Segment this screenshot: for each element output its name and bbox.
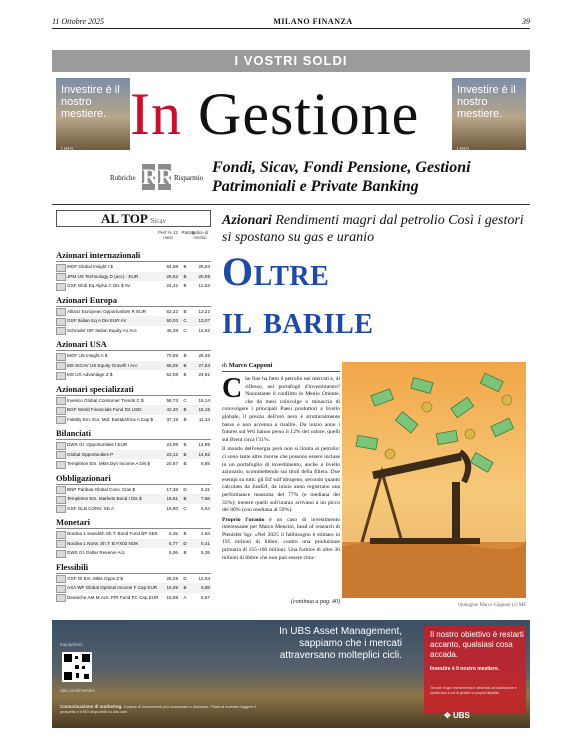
fund-risk-index: 12,22 <box>198 308 210 314</box>
fund-rating: D <box>183 540 187 546</box>
fund-risk-index: 27,63 <box>198 362 210 368</box>
altop-heading: AL TOP <box>101 211 148 226</box>
fund-rating: B <box>183 585 187 590</box>
table-row <box>56 459 211 469</box>
fund-rating: B <box>183 362 187 368</box>
fund-thumbnail-icon <box>56 496 66 504</box>
fund-rating: B <box>183 451 187 457</box>
category-rows <box>56 529 211 558</box>
logo-word-left: Rubriche <box>110 174 136 182</box>
fund-name: BNP Paribas Global Conv. Clas $ <box>67 486 136 492</box>
category-heading: Bilanciati <box>56 427 211 440</box>
fund-risk-index: 12,62 <box>198 283 210 288</box>
fund-risk-index: 5,35 <box>201 550 210 555</box>
fund-name: MGF Global Insight I $ <box>67 264 113 269</box>
fund-risk-index: 7,66 <box>201 496 210 501</box>
table-column-headers <box>56 228 211 242</box>
ad-red-box <box>424 626 526 714</box>
fund-rating: B <box>183 283 187 288</box>
fund-rating: D <box>183 575 187 581</box>
fund-name: Global Opportunities P <box>67 451 114 457</box>
fund-thumbnail-icon <box>56 550 66 558</box>
fund-thumbnail-icon <box>56 327 66 335</box>
fund-performance: 42,20 <box>166 407 178 412</box>
ubs-advertisement <box>52 620 530 728</box>
promo-tag: UBS <box>457 147 470 153</box>
category-heading: Azionari specializzati <box>56 383 211 396</box>
fund-risk-index: 5,54 <box>201 505 210 511</box>
fund-performance: 70,89 <box>166 353 178 358</box>
fund-thumbnail-icon <box>56 461 66 469</box>
fund-rating: A <box>183 594 187 600</box>
category-heading: Azionari USA <box>56 338 211 351</box>
fund-thumbnail-icon <box>56 273 66 281</box>
fund-name: Schroder ISF Italian Equity A1 Acc <box>67 327 137 333</box>
fund-rating: C <box>183 397 187 403</box>
fund-performance: 16,81 <box>166 496 178 501</box>
fund-name: Allianz European Opportunities R EUR <box>67 308 146 314</box>
fund-name: DWS Gl. Dollar Reserve Acc <box>67 550 126 555</box>
table-row <box>56 494 211 504</box>
fund-risk-index: 28,45 <box>198 353 210 358</box>
headline-line-1: Oltre <box>222 249 330 294</box>
fund-name: DWS Gr. Opportunities I EUR <box>67 442 128 447</box>
fund-rating: B <box>183 442 187 447</box>
fund-performance: 52,08 <box>166 372 178 377</box>
category-heading: Monetari <box>56 516 211 529</box>
ubs-logo-text: UBS <box>452 711 470 720</box>
fund-risk-index: 14,85 <box>198 442 210 447</box>
paragraph-1 <box>222 373 340 444</box>
ad-disclaimer <box>60 704 260 715</box>
fund-table <box>56 246 211 602</box>
fund-name: GSF GLB CONV. SD A <box>67 505 115 511</box>
promo-text: Investire è il nostro mestiere. <box>61 84 120 120</box>
kicker-text: Rendimenti magri dal petrolio Così i gestori si spostano su gas e uranio <box>222 213 524 245</box>
fund-risk-index: 4,84 <box>201 531 210 536</box>
disclaimer-title: Comunicazione di marketing. <box>60 704 123 709</box>
fund-performance: 58,73 <box>166 397 178 403</box>
promo-left <box>56 78 130 153</box>
fund-thumbnail-icon <box>56 575 66 583</box>
fund-risk-index: 8,85 <box>201 461 210 466</box>
fund-risk-index: 12,54 <box>198 575 210 581</box>
fund-name: GSF Glob Eq Alpha C Dis $ AV <box>67 283 131 288</box>
fund-name: MGF US Insight A $ <box>67 353 108 358</box>
fund-performance: 23,12 <box>166 451 178 457</box>
fund-thumbnail-icon <box>56 362 66 370</box>
table-row <box>56 539 211 549</box>
fund-performance: 62,22 <box>166 308 178 314</box>
rr-logo <box>110 164 202 192</box>
fund-performance: 45,38 <box>166 327 178 333</box>
disclaimer-text: Il valore di investimenti può aumentare o diminuire. Prima di investire leggere il prospetto e il KID disponibili su ubs.com <box>60 705 256 714</box>
fund-thumbnail-icon <box>56 407 66 415</box>
fund-performance: 66,05 <box>166 362 178 368</box>
fund-risk-index: 24,81 <box>198 372 210 377</box>
fund-performance: 26,62 <box>166 273 178 279</box>
col-rating: Rating <box>181 230 195 235</box>
fund-name: Nordea 1 Norw. Sh.T. B FX02 NOK <box>67 540 139 546</box>
divider <box>52 204 530 205</box>
fund-rating: C <box>183 318 187 323</box>
oil-pump-illustration <box>342 362 526 598</box>
byline <box>222 362 340 372</box>
table-row <box>56 583 211 593</box>
fund-thumbnail-icon <box>56 585 66 593</box>
continue-note: (continua a pag. 40) <box>291 599 340 605</box>
section-band: I VOSTRI SOLDI <box>52 50 530 72</box>
fund-performance: 37,19 <box>166 416 178 422</box>
fund-risk-index: 0,41 <box>201 540 210 546</box>
category-rows <box>56 574 211 603</box>
fund-thumbnail-icon <box>56 308 66 316</box>
fund-risk-index: 5,31 <box>201 486 210 492</box>
qr-code-icon[interactable] <box>62 652 92 682</box>
fund-rating: D <box>183 486 187 492</box>
table-row <box>56 272 211 282</box>
table-row <box>56 405 211 415</box>
fund-risk-index: 13,07 <box>198 318 210 323</box>
dropcap: C <box>222 373 243 404</box>
fund-risk-index: 15,15 <box>198 407 210 412</box>
byline-prefix: di <box>222 362 228 369</box>
ad-box-subtitle: Investire è il nostro mestiere. <box>430 666 500 672</box>
article-kicker <box>222 212 528 246</box>
fund-name: Fidelity Em. Eur. Mid. East&Africa A Cap $ <box>67 416 154 422</box>
fund-name: GSF Italian Eq A Dis EUR AV <box>67 318 127 323</box>
fund-rating: C <box>183 505 187 511</box>
category-heading: Azionari Europa <box>56 294 211 307</box>
fund-risk-index: 12,62 <box>198 327 210 333</box>
col-perf: Perf % 12 mesi <box>158 230 178 240</box>
fund-thumbnail-icon <box>56 264 66 272</box>
table-row <box>56 440 211 450</box>
table-row <box>56 262 211 272</box>
category-heading: Azionari internazionali <box>56 249 211 262</box>
table-row <box>56 281 211 291</box>
ad-main-text: In UBS Asset Management, sappiamo che i mercati attraversano molteplici cicli. <box>279 626 402 661</box>
fund-performance: 20,67 <box>166 461 178 466</box>
image-credit: Immagine Marco Capponi (c) MF <box>457 603 526 608</box>
fund-risk-index: 26,63 <box>198 264 210 269</box>
issue-date: 11 Ottobre 2025 <box>52 16 104 26</box>
ad-box-title: Il nostro obiettivo è restarti accanto, qualsiasi cosa accada. <box>430 630 524 659</box>
table-row <box>56 415 211 425</box>
category-rows <box>56 485 211 514</box>
fund-risk-index: 14,82 <box>198 451 210 457</box>
fund-name: Templeton Em. Markets Bond I Dis $ <box>67 496 142 501</box>
fund-performance: 15,68 <box>166 594 178 600</box>
fund-performance: 50,03 <box>166 318 178 323</box>
headline-line-2: il barile <box>222 297 374 342</box>
fund-thumbnail-icon <box>56 540 66 548</box>
qr-label: Inquadrami <box>60 642 83 647</box>
fund-name: Nordea 1 Swedish Sh.T. Bond Fund BP SEK <box>67 531 158 536</box>
fund-rating: C <box>183 327 187 333</box>
fund-name: BGF World Financials Fund D2 USD <box>67 407 142 412</box>
fund-risk-index: 20,59 <box>198 273 210 279</box>
fund-rating: B <box>183 308 187 314</box>
fund-name: Templeton Em. Mkts Dyn Income A Dis $ <box>67 461 150 466</box>
table-row <box>56 504 211 514</box>
fund-rating: B <box>183 407 187 412</box>
category-heading: Obbligazionari <box>56 472 211 485</box>
fund-rating: B <box>183 264 187 269</box>
fund-name: Deutsche AM M.Acs. P/R Fund FC Cap EUR <box>67 594 159 600</box>
fund-thumbnail-icon <box>56 451 66 459</box>
category-rows <box>56 262 211 291</box>
logo-word-right: Risparmio <box>174 174 204 182</box>
fund-risk-index: 11,34 <box>198 416 210 422</box>
fund-rating: B <box>183 273 187 279</box>
table-row <box>56 361 211 371</box>
category-rows <box>56 396 211 425</box>
fund-performance: 25,29 <box>166 575 178 581</box>
table-row <box>56 548 211 558</box>
fund-name: GSF Gl Em. Mkts Opps Z $ <box>67 575 123 581</box>
table-row <box>56 529 211 539</box>
fund-thumbnail-icon <box>56 505 66 513</box>
fund-thumbnail-icon <box>56 531 66 539</box>
fund-performance: 24,42 <box>166 283 178 288</box>
fund-performance: 5,77 <box>169 540 178 546</box>
fund-rating: B <box>183 353 187 358</box>
fund-performance: 23,99 <box>166 442 178 447</box>
table-row <box>56 574 211 584</box>
fund-risk-index: 5,67 <box>201 594 210 600</box>
oil-pump-svg <box>342 362 526 598</box>
paragraph-2: Il mondo dell'energia però non si limita al petrolio: ci sono tante altre risorse che possono essere incluse in un portafoglio di investimento, anche a livello azionario, scommettendo sui titoli della filiera. Due esempi su tutti: gli Etf sull'idrogeno, secondo quanto calcolato da JustEtf, da inizio anno registrano una performance massima del 77% (e mediana del 33%); mentre quelli sull'uranio arrivano a un picco del 80% (con mediana al 59%). <box>222 446 340 514</box>
fund-performance: 64,98 <box>166 264 178 269</box>
category-rows <box>56 307 211 336</box>
fund-name: MS US Advantage Z $ <box>67 372 113 377</box>
table-row <box>56 316 211 326</box>
keys-icon: ✥ <box>444 711 451 720</box>
fund-thumbnail-icon <box>56 442 66 450</box>
table-row <box>56 351 211 361</box>
paragraph-1-text: he fine ha fatto il petrolio nei mercati e, di riflesso, nei portafogli d'investimento? Nonostante il conflitto in Medio Oriente, che da mesi coinvolge o minaccia di coinvolgere i principali Paesi produttori a livello globale, il prezzo dell'oro nero è strutturalmente basso e non accenna a risalire. Da inizio anno i futures sul Wti hanno perso il 12% del valore, quelli sul Brent circa l'11%. <box>222 376 340 443</box>
article-headline <box>222 248 522 344</box>
logo-letter-1: R <box>142 164 158 189</box>
fund-rating: B <box>183 372 187 377</box>
newspaper-name: MILANO FINANZA <box>273 16 353 26</box>
fund-rating: B <box>183 531 187 536</box>
logo-letter-2: R <box>158 164 174 189</box>
fund-thumbnail-icon <box>56 283 66 291</box>
table-row <box>56 450 211 460</box>
table-row <box>56 326 211 336</box>
promo-right <box>452 78 526 153</box>
fund-name: JPM US Technology D (acc) - EUR <box>67 273 139 279</box>
page-subtitle: Fondi, Sicav, Fondi Pensione, Gestioni Patrimoniali e Private Banking <box>212 159 471 195</box>
kicker-bold: Azionari <box>222 213 272 228</box>
fund-thumbnail-icon <box>56 416 66 424</box>
page-title <box>130 82 450 146</box>
promo-tag: UBS <box>61 147 74 153</box>
fund-thumbnail-icon <box>56 372 66 380</box>
qr-url[interactable]: ubs.com/investire <box>60 688 96 693</box>
fund-performance: 16,80 <box>166 505 178 511</box>
col-risk: Indice di rischio <box>191 230 209 240</box>
fund-name: MS SICAV US Equity Growth I Acc <box>67 362 138 368</box>
fund-thumbnail-icon <box>56 318 66 326</box>
fund-thumbnail-icon <box>56 486 66 494</box>
fund-performance: 6,45 <box>169 531 178 536</box>
page-number: 39 <box>521 16 530 26</box>
altop-title <box>56 210 211 227</box>
table-row <box>56 485 211 495</box>
fund-performance: 16,05 <box>166 585 178 590</box>
table-row <box>56 307 211 317</box>
fund-thumbnail-icon <box>56 353 66 361</box>
article-body <box>222 373 340 564</box>
fund-performance: 5,06 <box>169 550 178 555</box>
title-red: In <box>130 81 182 147</box>
fund-thumbnail-icon <box>56 594 66 602</box>
page-header <box>52 14 530 29</box>
fund-rating: B <box>183 550 187 555</box>
ubs-logo <box>444 711 470 720</box>
fund-thumbnail-icon <box>56 397 66 405</box>
altop-tag: Sicav <box>150 217 166 225</box>
fund-name: AXA WF Global Optimal Income F Cap EUR <box>67 585 158 590</box>
category-rows <box>56 440 211 469</box>
paragraph-3-lead: Proprio l'uranio <box>222 516 265 523</box>
table-row <box>56 396 211 406</box>
byline-author: Marco Capponi <box>228 362 273 369</box>
table-row <box>56 370 211 380</box>
ad-box-fineprint: Trovate d'ogni investimento è destinato all'oscillazione e spetta solo a voi di gestire la propria liquidità <box>430 686 517 695</box>
fund-rating: B <box>183 496 187 501</box>
fund-rating: B <box>183 461 187 466</box>
category-rows <box>56 351 211 380</box>
paragraph-3-text: è un caso di investimento interessante per Marco Mencini, head of research di Plenisfer Sgr. «Nel 2025 il fabbisogno è stimato in 195 milioni di libbre, contro una produzione primaria di 155-160 milioni. Una forbice di oltre 30 milioni di libbre che non può essere chiu- <box>222 516 340 561</box>
paragraph-3 <box>222 517 340 563</box>
fund-rating: B <box>183 416 187 422</box>
title-black: Gestione <box>197 81 420 147</box>
promo-text: Investire è il nostro mestiere. <box>457 84 516 120</box>
fund-name: Invesco Global Consumer Trends C $ <box>67 397 144 403</box>
category-heading: Flessibili <box>56 561 211 574</box>
fund-risk-index: 6,98 <box>201 585 210 590</box>
fund-risk-index: 19,14 <box>198 397 210 403</box>
fund-performance: 17,38 <box>166 486 178 492</box>
table-row <box>56 593 211 603</box>
